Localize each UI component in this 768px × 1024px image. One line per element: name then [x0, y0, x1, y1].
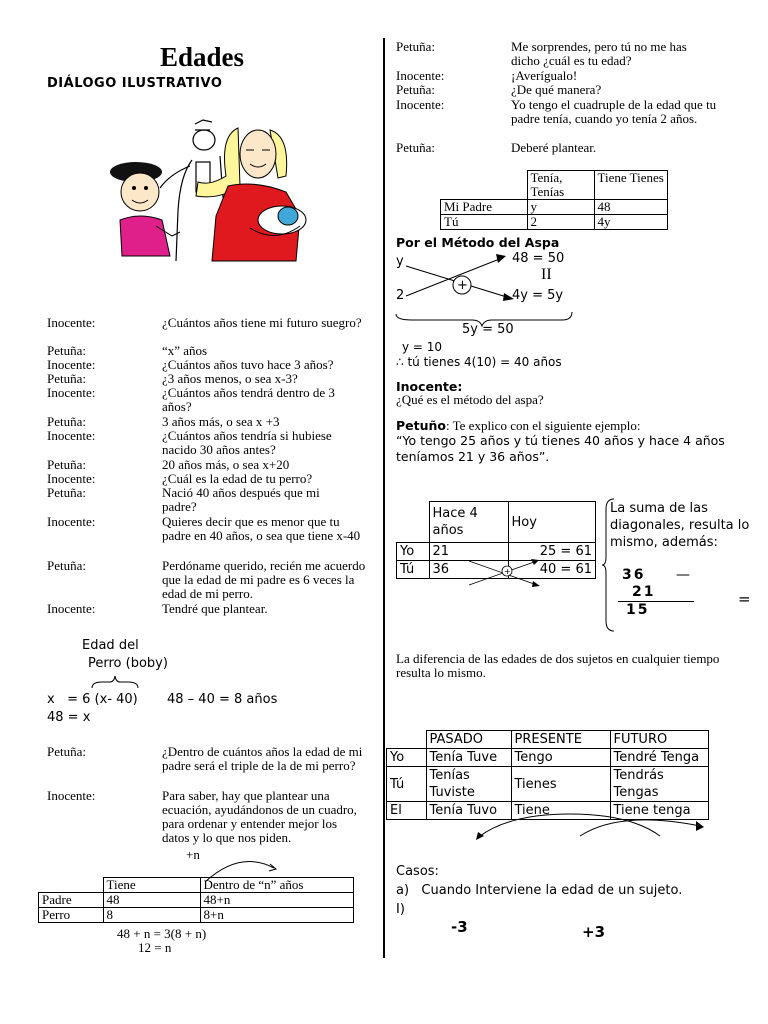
table-header: Hoy	[508, 502, 596, 543]
speaker: Petuña:	[47, 371, 86, 386]
line: Para saber, hay que plantear una ecuación, ayudándonos de un cuadro, para ordenar y entender mejor los datos y lo que nos piden.	[162, 788, 357, 845]
table-cell: 36	[429, 561, 508, 579]
line: ¿Cuál es la edad de tu perro?	[162, 471, 313, 486]
table-header: PRESENTE	[511, 731, 610, 749]
subtitle: DIÁLOGO ILUSTRATIVO	[47, 76, 223, 91]
eq-right: 48 – 40 = 8 años	[167, 692, 278, 707]
table-row	[39, 908, 354, 923]
casos-i: I)	[396, 902, 405, 917]
line: 3 años más, o sea x +3	[162, 414, 280, 429]
line: Me sorprendes, pero tú no me has dicho ¿cuál es tu edad?	[511, 39, 687, 68]
speaker: Inocente:	[47, 471, 96, 486]
speaker: Inocente:	[396, 68, 445, 83]
table-cell: Tienes	[511, 767, 610, 802]
aspa-two: 2	[396, 288, 405, 303]
table-cell	[39, 878, 104, 893]
line: ¿3 años menos, o sea x-3?	[162, 371, 298, 386]
aspa-y-result: y = 10	[402, 340, 443, 354]
table-cell: 8	[103, 908, 200, 923]
table-father-dog	[38, 877, 354, 923]
table-header: Hace 4 años	[429, 502, 508, 543]
diag-note: La suma de las diagonales, resulta lo mismo, además:	[610, 501, 750, 550]
table-cell: Tenía Tuvo	[426, 802, 511, 820]
table-row	[441, 215, 668, 230]
table-cell: Yo	[387, 749, 427, 767]
speaker: Petuño	[396, 418, 446, 433]
child-shirt-icon	[120, 216, 170, 256]
table-header: PASADO	[426, 731, 511, 749]
line: Perdóname querido, recién me acuerdo que la edad de mi padre es 6 veces la edad de mi perro.	[162, 558, 366, 601]
speaker: Petuña:	[47, 343, 86, 358]
column-divider	[383, 38, 385, 958]
casos-label: Casos:	[396, 864, 439, 879]
speaker: Inocente:	[47, 788, 96, 803]
speaker: Inocente:	[47, 315, 96, 330]
speaker: Inocente:	[396, 97, 445, 112]
petuno-quote: “Yo tengo 25 años y tú tienes 40 años y hace 4 años teníamos 21 y 36 años”.	[396, 433, 725, 464]
sub-a: 36	[622, 567, 646, 583]
line: ¿Qué es el método del aspa?	[396, 392, 544, 407]
table-header: Tiene Tienes	[594, 171, 668, 200]
speaker: Inocente:	[47, 428, 96, 443]
family-illustration	[100, 116, 315, 271]
sub-minus: —	[676, 567, 690, 583]
line: ¿Cuántos años tendrá dentro de 3 años?	[162, 385, 335, 414]
mother-face-icon	[240, 130, 276, 178]
aspa-heading: Por el Método del Aspa	[396, 235, 560, 250]
table-cell: y	[527, 200, 594, 215]
line: Quieres decir que es menor que tu padre en 40 años, o sea que tiene x-40	[162, 514, 361, 543]
arrow-icon	[200, 846, 280, 886]
table-cell: Tú	[397, 561, 430, 579]
speaker: Inocente:	[396, 379, 463, 394]
speaker: Petuña:	[47, 744, 86, 759]
petuno-intro	[396, 418, 736, 433]
line: Nació 40 años después que mi padre?	[162, 485, 320, 514]
speaker: Petuña:	[396, 82, 435, 97]
line: : Te explico con el siguiente ejemplo:	[446, 418, 641, 433]
baby-icon	[278, 207, 298, 225]
aspa-equal: II	[541, 266, 552, 283]
svg-text:+: +	[504, 567, 511, 576]
sub-c: 15	[626, 602, 650, 618]
plus-n: +n	[186, 847, 200, 862]
aspa-bottom-right: 4y = 5y	[512, 288, 564, 303]
line: Yo tengo el cuadruple de la edad que tu padre tenía, cuando yo tenía 2 años.	[511, 97, 717, 126]
speaker: Petuña:	[47, 558, 86, 573]
child-face-icon	[121, 173, 159, 211]
aspa-top-right: 48 = 50	[512, 251, 565, 266]
speaker: Petuña:	[396, 39, 435, 54]
line: ¿Cuántos años tiene mi futuro suegro?	[162, 315, 362, 330]
table-row	[39, 893, 354, 908]
table-cell: Tú	[441, 215, 528, 230]
table-header: Dentro de “n” años	[200, 878, 354, 893]
table-row	[387, 749, 709, 767]
speaker: Petuña:	[47, 485, 86, 500]
table-cell: Tengo	[511, 749, 610, 767]
casos-plus3: +3	[582, 923, 606, 941]
tense-arrows-icon	[470, 806, 710, 846]
line: “x” años	[162, 343, 208, 358]
table-cell: Tendrás Tengas	[610, 767, 709, 802]
table-cell: 48+n	[200, 893, 354, 908]
table-cell: 8+n	[200, 908, 354, 923]
casos-minus3: -3	[451, 918, 468, 936]
speaker: Inocente:	[47, 601, 96, 616]
sub-eq: =	[738, 590, 751, 608]
table-cell: Tendré Tenga	[610, 749, 709, 767]
speaker: Petuña:	[47, 457, 86, 472]
line: ¿De qué manera?	[511, 82, 602, 97]
difference-text: La diferencia de las edades de dos sujetos en cualquier tiempo resulta lo mismo.	[396, 651, 720, 680]
line: ¿Dentro de cuántos años la edad de mi padre será el triple de la de mi perro?	[162, 744, 363, 773]
speaker: Inocente:	[47, 385, 96, 400]
aspa-y: y	[396, 254, 404, 269]
casos-a: a) Cuando Interviene la edad de un sujeto.	[396, 883, 683, 898]
table-cell: Yo	[397, 543, 430, 561]
table-cell	[441, 171, 528, 200]
table-cell: Tiene	[511, 802, 610, 820]
line: ¡Averígualo!	[511, 68, 578, 83]
table-row	[387, 731, 709, 749]
line: ¿Cuántos años tendría si hubiese nacido 30 años antes?	[162, 428, 332, 457]
aspa-sum: 5y = 50	[462, 322, 514, 337]
table-cell: Tú	[387, 767, 427, 802]
table-row	[397, 502, 596, 543]
table-cell: Tiene tenga	[610, 802, 709, 820]
table-cell: El	[387, 802, 427, 820]
eq-label-line1: Edad del	[82, 638, 139, 653]
table-row	[441, 171, 668, 200]
table-cell: 21	[429, 543, 508, 561]
table-cell: 40 = 61	[508, 561, 596, 579]
table-cell: 2	[527, 215, 594, 230]
page-title: Edades	[160, 42, 245, 72]
table-cell	[387, 731, 427, 749]
table-cell	[397, 502, 430, 543]
table-row	[39, 878, 354, 893]
line: Deberé plantear.	[511, 140, 597, 155]
aspa-plus: +	[457, 278, 468, 293]
speaker: Petuña:	[396, 140, 435, 155]
line: 20 años más, o sea x+20	[162, 457, 290, 472]
table-cell: 48	[103, 893, 200, 908]
table-cell: Mi Padre	[441, 200, 528, 215]
eq-result: 48 = x	[47, 710, 91, 725]
aspa-conclusion: ∴ tú tienes 4(10) = 40 años	[396, 355, 562, 369]
table-padre-tu	[440, 170, 668, 230]
brace-icon	[90, 674, 140, 690]
table-header: Tenía, Tenías	[527, 171, 594, 200]
table-cell: Tenía Tuve	[426, 749, 511, 767]
table-cell: Padre	[39, 893, 104, 908]
speaker: Petuña:	[47, 414, 86, 429]
table-cell: 4y	[594, 215, 668, 230]
eq-left: x = 6 (x- 40)	[47, 692, 138, 707]
sub-b: 21	[632, 584, 656, 600]
table-row	[387, 767, 709, 802]
table-cell: 25 = 61	[508, 543, 596, 561]
eq-label-line2: Perro (boby)	[88, 656, 168, 671]
speaker: Inocente:	[47, 514, 96, 529]
speaker: Inocente:	[47, 357, 96, 372]
table-cell: 48	[594, 200, 668, 215]
table-header: Tiene	[103, 878, 200, 893]
line: Tendré que plantear.	[162, 601, 268, 616]
table-row	[441, 200, 668, 215]
table1-eq2: 12 = n	[138, 940, 172, 955]
table-cell: Perro	[39, 908, 104, 923]
table-cell: Tenías Tuviste	[426, 767, 511, 802]
table-header: FUTURO	[610, 731, 709, 749]
cross-arrows-icon	[465, 555, 545, 591]
line: ¿Cuántos años tuvo hace 3 años?	[162, 357, 334, 372]
table1-eq1: 48 + n = 3(8 + n)	[117, 926, 207, 941]
